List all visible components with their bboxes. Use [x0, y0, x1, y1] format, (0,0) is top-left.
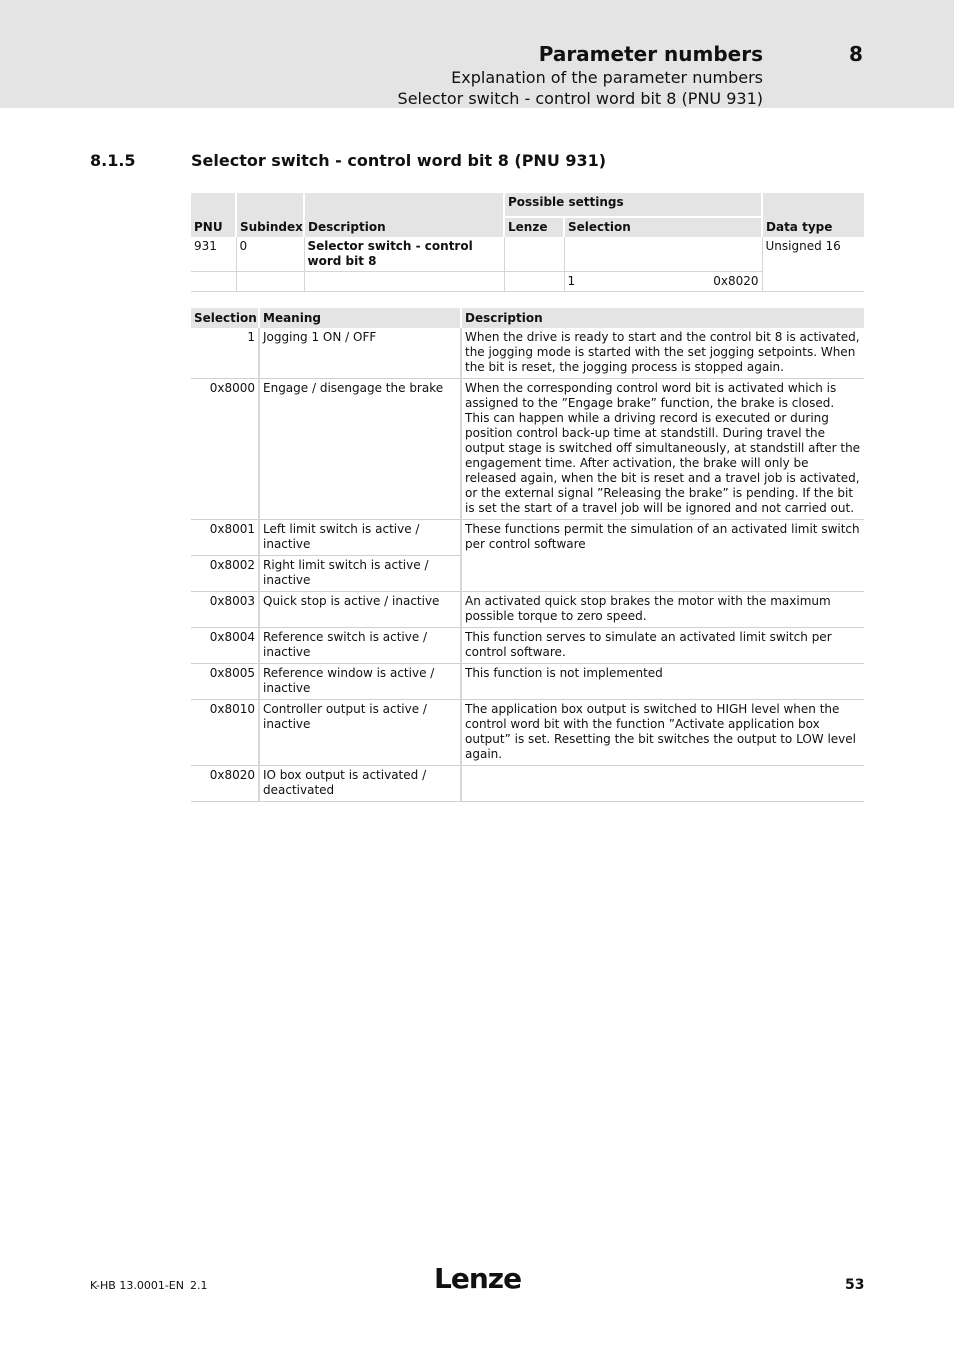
description-cell: An activated quick stop brakes the motor with the maximum possible torque to zero speed.: [461, 592, 864, 628]
meaning-cell: Reference window is active / inactive: [259, 664, 461, 700]
parameter-table: [191, 193, 864, 292]
description-cell: This function is not implemented: [461, 664, 864, 700]
selection-cell: 0x8004: [191, 628, 259, 664]
header-description-col: Description: [461, 308, 864, 328]
selection-cell: 0x8005: [191, 664, 259, 700]
section-number: 8.1.5: [90, 151, 136, 170]
meaning-cell: IO box output is activated / deactivated: [259, 766, 461, 802]
chapter-number: 8: [849, 42, 863, 66]
meaning-cell: Engage / disengage the brake: [259, 379, 461, 520]
table-row: [191, 592, 864, 628]
table-row: [191, 237, 864, 272]
lenze-logo: Lenze: [434, 1262, 522, 1295]
header-lenze: Lenze: [504, 217, 564, 237]
header-possible-settings: Possible settings: [504, 193, 762, 217]
description-cell: When the drive is ready to start and the control bit 8 is activated, the jogging mode is started with the set jogging setpoints. When the bit is reset, the jogging process is stopped again.: [461, 328, 864, 379]
page-number: 53: [845, 1277, 865, 1293]
section-title: Selector switch - control word bit 8 (PNU 931): [191, 151, 607, 170]
page-subtitle-2: Selector switch - control word bit 8 (PNU 931): [397, 89, 763, 108]
data-type-value: Unsigned 16: [762, 237, 864, 292]
selection-cell: 0x8001: [191, 520, 259, 556]
header-selection-col: Selection: [191, 308, 259, 328]
page-subtitle: Explanation of the parameter numbers: [451, 68, 763, 87]
table-row: [191, 328, 864, 379]
subindex-value: 0: [236, 237, 304, 272]
selection-value-empty: [564, 237, 762, 272]
document-version: 2.1: [190, 1279, 208, 1292]
selection-cell: 0x8002: [191, 556, 259, 592]
meaning-cell: Jogging 1 ON / OFF: [259, 328, 461, 379]
meaning-cell: Reference switch is active / inactive: [259, 628, 461, 664]
table-row: [191, 628, 864, 664]
header-description: Description: [304, 193, 504, 237]
pnu-value: 931: [191, 237, 236, 272]
selection-cell: 0x8003: [191, 592, 259, 628]
lenze-value: [504, 237, 564, 272]
header-subindex: Subindex: [236, 193, 304, 237]
description-cell: These functions permit the simulation of an activated limit switch per control software: [461, 520, 864, 592]
table-row: [191, 379, 864, 520]
selection-cell: 0x8000: [191, 379, 259, 520]
description-cell: The application box output is switched to HIGH level when the control word bit with the function ”Activate application box output” is set. Resetting the bit switches the output to LOW level again.: [461, 700, 864, 766]
table-row: [191, 520, 864, 556]
description-cell: [461, 766, 864, 802]
description-cell: This function serves to simulate an activated limit switch per control software.: [461, 628, 864, 664]
meaning-cell: Right limit switch is active / inactive: [259, 556, 461, 592]
document-id: K-HB 13.0001-EN: [90, 1279, 184, 1292]
selection-table: [191, 308, 864, 802]
selection-cell: 0x8010: [191, 700, 259, 766]
header-pnu: PNU: [191, 193, 236, 237]
header-selection: Selection: [564, 217, 762, 237]
selection-range: [564, 272, 762, 292]
description-cell: When the corresponding control word bit is activated which is assigned to the ”Engage brake” function, the brake is closed. This can happen while a driving record is executed or during position control back-up time at standstill. During travel the output stage is switched off simultaneously, at standstill after the engagement time. After activation, the brake will only be released again, when the bit is reset and a travel job is activated, or the external signal ”Releasing the brake” is pending. If the bit is set the start of a travel job will be ignored and not carried out.: [461, 379, 864, 520]
header-meaning: Meaning: [259, 308, 461, 328]
selection-cell: 1: [191, 328, 259, 379]
table-row: [191, 664, 864, 700]
table-row: [191, 700, 864, 766]
selection-cell: 0x8020: [191, 766, 259, 802]
meaning-cell: Quick stop is active / inactive: [259, 592, 461, 628]
page-title: Parameter numbers: [538, 42, 763, 66]
description-value: Selector switch - control word bit 8: [304, 237, 504, 272]
header-data-type: Data type: [762, 193, 864, 237]
selection-min: 1: [567, 274, 576, 288]
meaning-cell: Left limit switch is active / inactive: [259, 520, 461, 556]
meaning-cell: Controller output is active / inactive: [259, 700, 461, 766]
selection-max: 0x8020: [713, 274, 759, 288]
table-row: [191, 766, 864, 802]
